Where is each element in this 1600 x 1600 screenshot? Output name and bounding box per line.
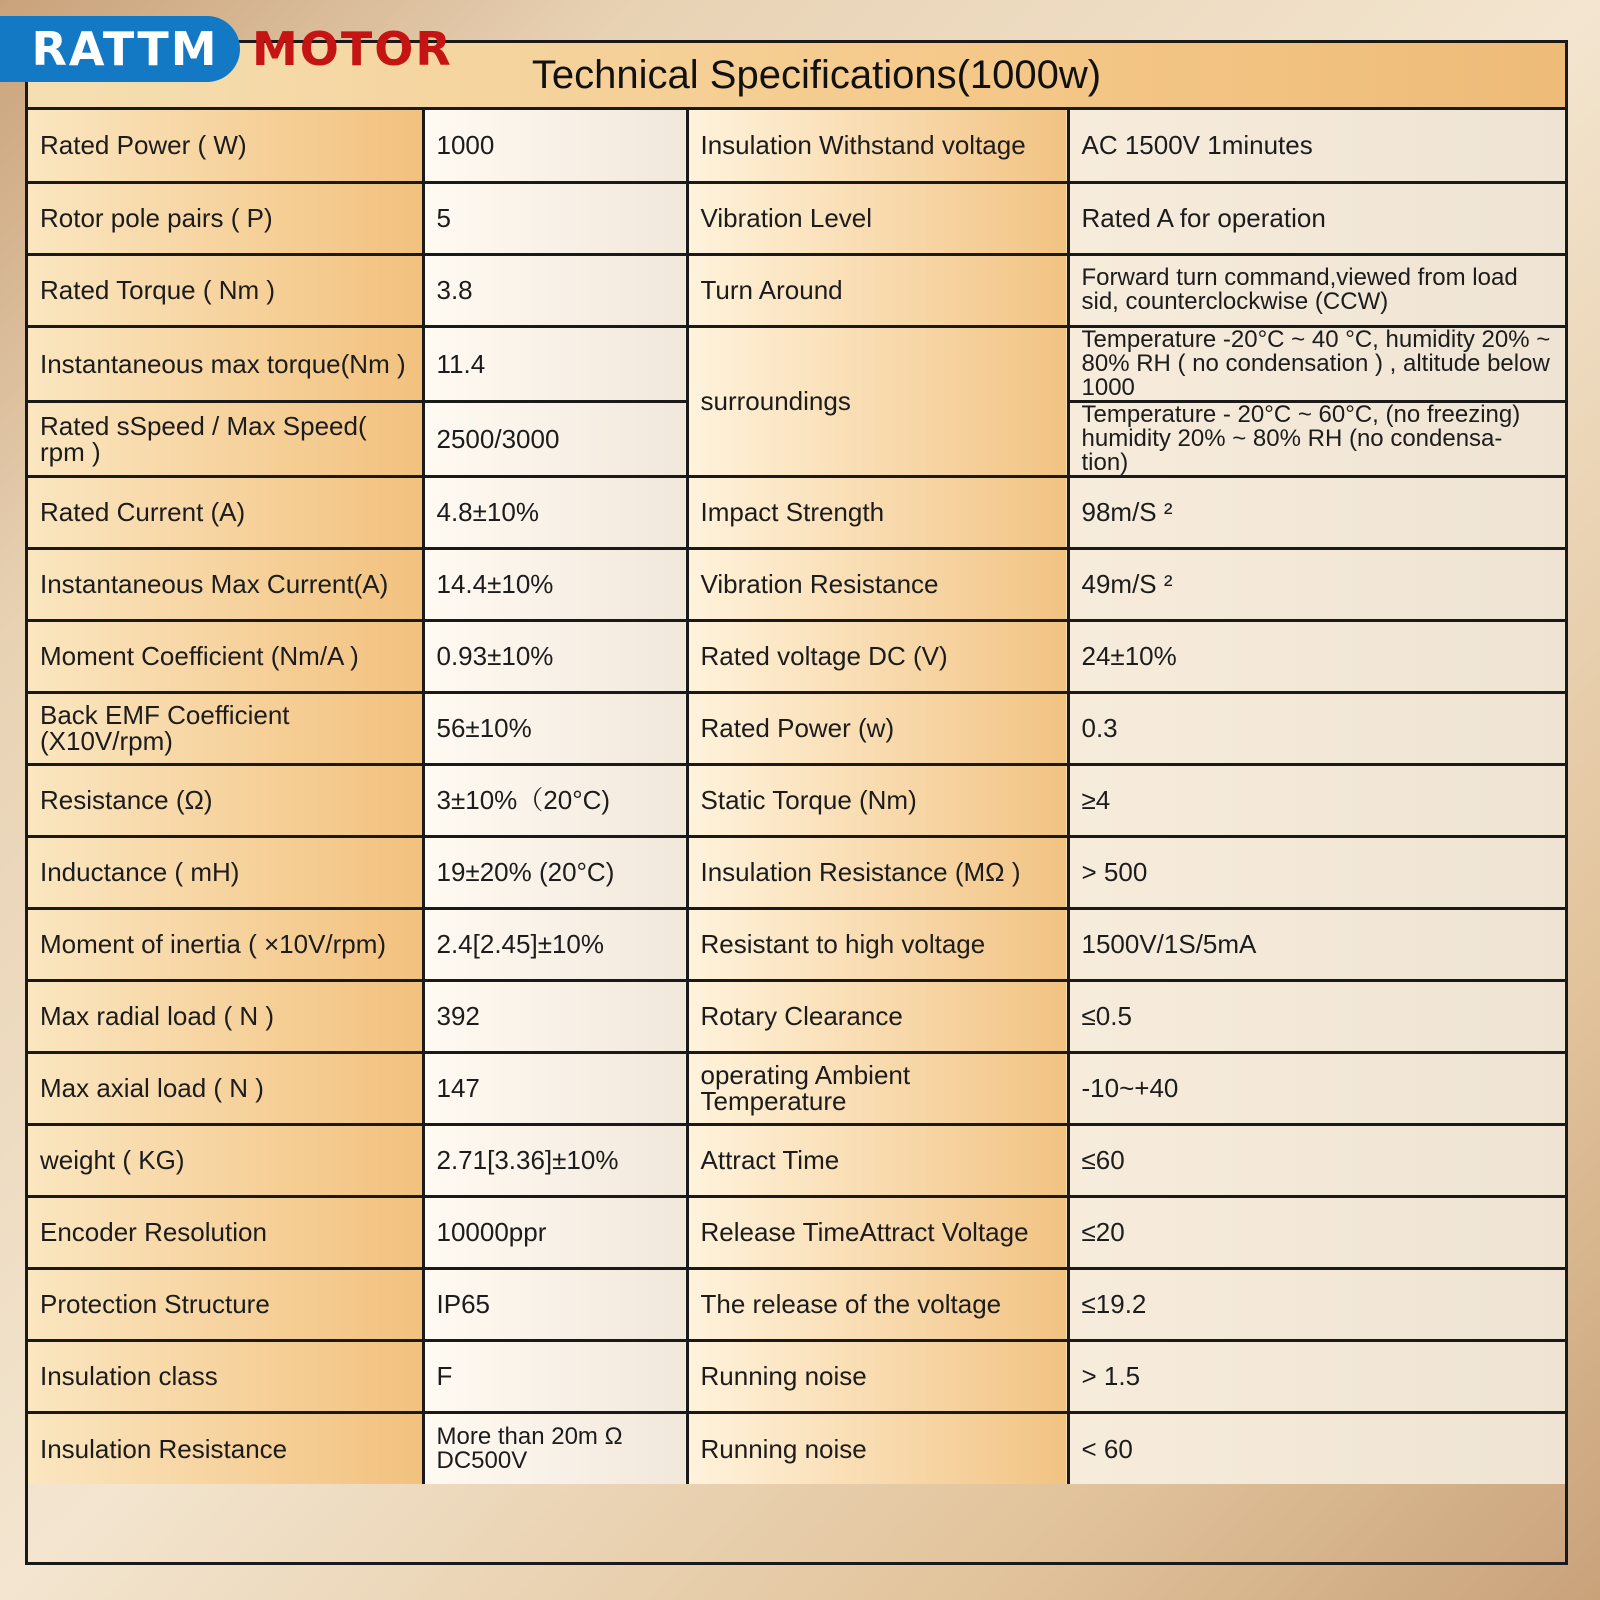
- spec-label: Rated sSpeed / Max Speed( rpm ): [28, 401, 423, 476]
- spec-value-2: ≤20: [1068, 1196, 1565, 1268]
- brand-logo: [0, 16, 460, 82]
- spec-value: 0.93±10%: [423, 620, 687, 692]
- table-row: [28, 254, 1565, 326]
- spec-label-2: Insulation Resistance (MΩ ): [687, 836, 1068, 908]
- spec-value-2: 49m/S ²: [1068, 548, 1565, 620]
- spec-value: 56±10%: [423, 692, 687, 764]
- spec-value-2: ≤60: [1068, 1124, 1565, 1196]
- spec-value-2: ≤0.5: [1068, 980, 1565, 1052]
- spec-value: 3.8: [423, 254, 687, 326]
- spec-label-2: Static Torque (Nm): [687, 764, 1068, 836]
- spec-value-2: Temperature - 20°C ~ 60°C, (no freezing) humidity 20% ~ 80% RH (no condensa- tion): [1068, 401, 1565, 476]
- spec-value: 4.8±10%: [423, 476, 687, 548]
- table-row: [28, 1268, 1565, 1340]
- table-row: [28, 326, 1565, 401]
- spec-value: 392: [423, 980, 687, 1052]
- table-row: [28, 836, 1565, 908]
- spec-value-2: ≥4: [1068, 764, 1565, 836]
- spec-value: 14.4±10%: [423, 548, 687, 620]
- spec-value: 1000: [423, 110, 687, 182]
- table-row: [28, 620, 1565, 692]
- spec-label-2: Rotary Clearance: [687, 980, 1068, 1052]
- spec-label: Instantaneous max torque(Nm ): [28, 326, 423, 401]
- table-row: [28, 182, 1565, 254]
- table-row: [28, 548, 1565, 620]
- spec-label: Rated Power ( W): [28, 110, 423, 182]
- spec-label-2: Impact Strength: [687, 476, 1068, 548]
- table-row: [28, 1340, 1565, 1412]
- spec-label: Encoder Resolution: [28, 1196, 423, 1268]
- table-row: [28, 692, 1565, 764]
- table-row: [28, 908, 1565, 980]
- spec-label-2: Running noise: [687, 1412, 1068, 1484]
- spec-label: Moment Coefficient (Nm/A ): [28, 620, 423, 692]
- spec-label-2: Insulation Withstand voltage: [687, 110, 1068, 182]
- logo-rattm: RATTM: [0, 16, 240, 82]
- table-row: [28, 1196, 1565, 1268]
- table-row: [28, 1052, 1565, 1124]
- spec-value: More than 20m Ω DC500V: [423, 1412, 687, 1484]
- spec-value-2: 24±10%: [1068, 620, 1565, 692]
- spec-table: [28, 110, 1565, 1484]
- spec-value: F: [423, 1340, 687, 1412]
- spec-value-2: 98m/S ²: [1068, 476, 1565, 548]
- spec-label-2: Turn Around: [687, 254, 1068, 326]
- spec-label-2: operating Ambient Temperature: [687, 1052, 1068, 1124]
- table-row: [28, 476, 1565, 548]
- spec-label-2: Resistant to high voltage: [687, 908, 1068, 980]
- spec-value-2: > 500: [1068, 836, 1565, 908]
- spec-value: 3±10%（20°C): [423, 764, 687, 836]
- spec-title: Technical Specifications(1000w): [28, 43, 1565, 110]
- spec-value-2: -10~+40: [1068, 1052, 1565, 1124]
- spec-value: 2.71[3.36]±10%: [423, 1124, 687, 1196]
- spec-label-2: Vibration Level: [687, 182, 1068, 254]
- spec-value-2: 1500V/1S/5mA: [1068, 908, 1565, 980]
- spec-label: Resistance (Ω): [28, 764, 423, 836]
- spec-label: Inductance ( mH): [28, 836, 423, 908]
- spec-label: weight ( KG): [28, 1124, 423, 1196]
- spec-label: Rated Current (A): [28, 476, 423, 548]
- spec-label-2: Rated voltage DC (V): [687, 620, 1068, 692]
- spec-label: Rated Torque ( Nm ): [28, 254, 423, 326]
- spec-label: Rotor pole pairs ( P): [28, 182, 423, 254]
- spec-value-2: Forward turn command,viewed from load sid, counterclockwise (CCW): [1068, 254, 1565, 326]
- spec-value: 11.4: [423, 326, 687, 401]
- spec-label-2: surroundings: [687, 326, 1068, 476]
- spec-label: Max axial load ( N ): [28, 1052, 423, 1124]
- spec-value: 2500/3000: [423, 401, 687, 476]
- spec-label: Protection Structure: [28, 1268, 423, 1340]
- spec-value: 2.4[2.45]±10%: [423, 908, 687, 980]
- spec-value-2: Temperature -20°C ~ 40 °C, humidity 20% ~ 80% RH ( no condensation ) , altitude below 1000: [1068, 326, 1565, 401]
- table-row: [28, 1412, 1565, 1484]
- spec-value: IP65: [423, 1268, 687, 1340]
- spec-value: 147: [423, 1052, 687, 1124]
- table-row: [28, 110, 1565, 182]
- spec-value-2: AC 1500V 1minutes: [1068, 110, 1565, 182]
- spec-sheet: [25, 40, 1568, 1565]
- spec-value-2: > 1.5: [1068, 1340, 1565, 1412]
- spec-label-2: Rated Power (w): [687, 692, 1068, 764]
- spec-label-2: Running noise: [687, 1340, 1068, 1412]
- spec-label: Instantaneous Max Current(A): [28, 548, 423, 620]
- spec-label: Insulation class: [28, 1340, 423, 1412]
- spec-label-2: Attract Time: [687, 1124, 1068, 1196]
- logo-motor: MOTOR: [252, 22, 453, 76]
- spec-value-2: 0.3: [1068, 692, 1565, 764]
- spec-label-2: Release TimeAttract Voltage: [687, 1196, 1068, 1268]
- spec-value-2: ≤19.2: [1068, 1268, 1565, 1340]
- table-row: [28, 764, 1565, 836]
- spec-label-2: The release of the voltage: [687, 1268, 1068, 1340]
- spec-value-2: Rated A for operation: [1068, 182, 1565, 254]
- spec-value: 10000ppr: [423, 1196, 687, 1268]
- spec-label: Back EMF Coefficient (X10V/rpm): [28, 692, 423, 764]
- spec-label: Max radial load ( N ): [28, 980, 423, 1052]
- table-row: [28, 1124, 1565, 1196]
- table-row: [28, 980, 1565, 1052]
- spec-value: 5: [423, 182, 687, 254]
- spec-value: 19±20% (20°C): [423, 836, 687, 908]
- spec-value-2: < 60: [1068, 1412, 1565, 1484]
- spec-label: Insulation Resistance: [28, 1412, 423, 1484]
- spec-label: Moment of inertia ( ×10V/rpm): [28, 908, 423, 980]
- spec-label-2: Vibration Resistance: [687, 548, 1068, 620]
